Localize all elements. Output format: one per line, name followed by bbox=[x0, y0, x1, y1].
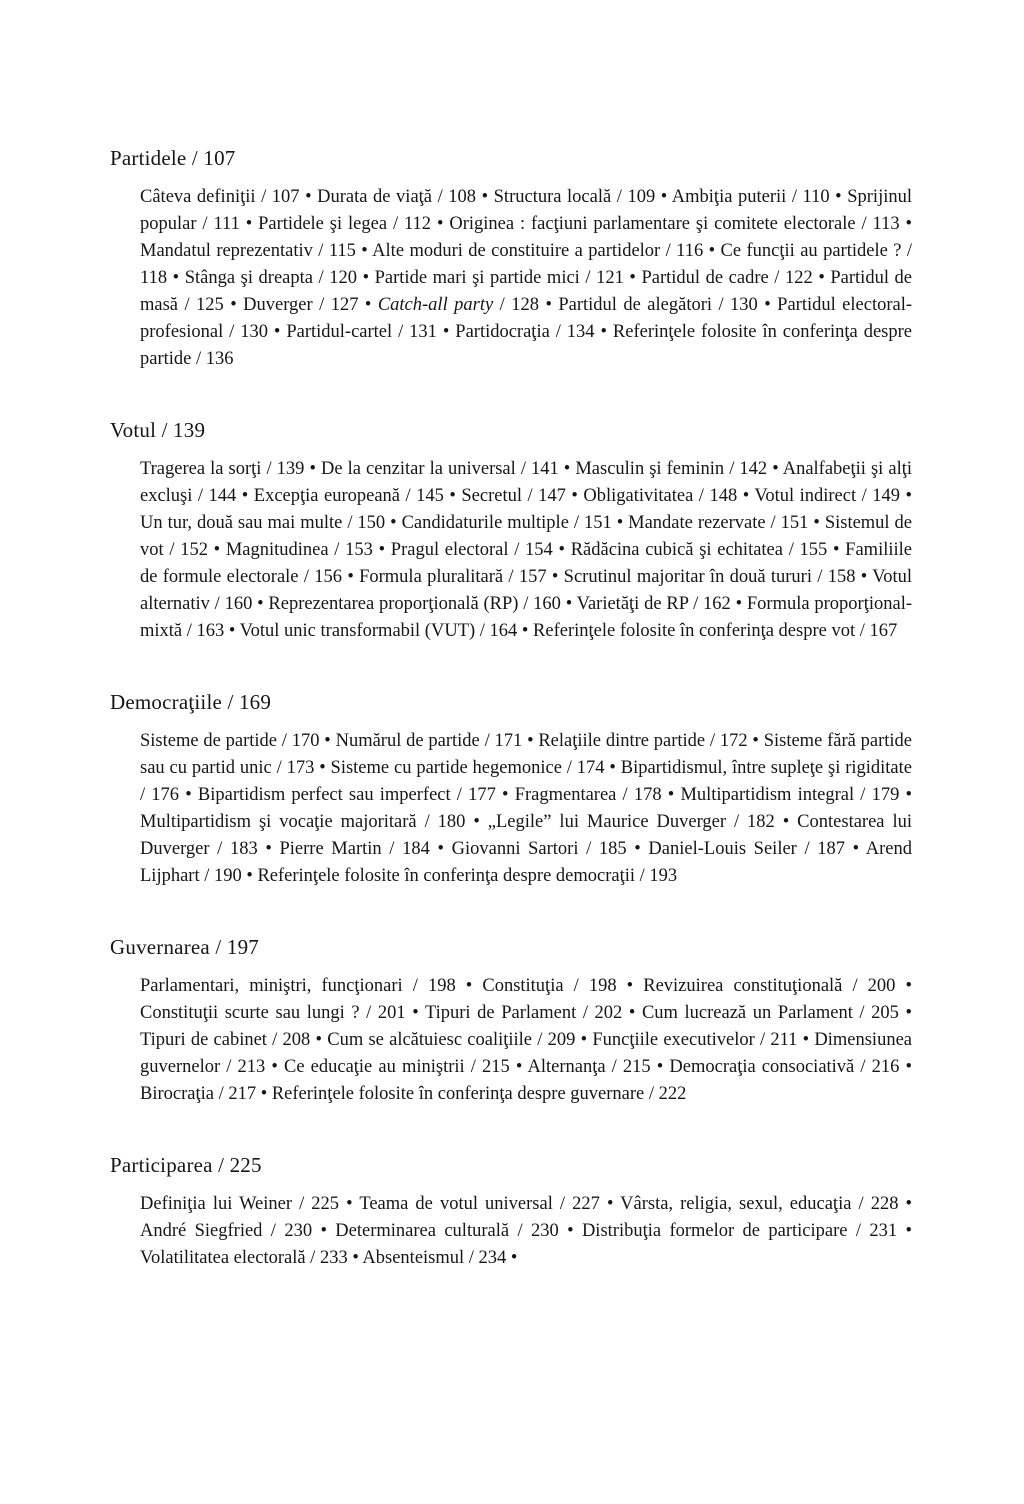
section-heading: Guvernarea / 197 bbox=[110, 935, 259, 959]
section-heading: Votul / 139 bbox=[110, 418, 206, 442]
toc-section-democratiile bbox=[110, 690, 912, 890]
text-run: Definiţia lui Weiner / 225 • Teama de votul universal / 227 • Vârsta, religia, sexul, educaţia / 228 • André Siegfried / 230 • Determinarea culturală / 230 • Distribuţia formelor de participare / 231 • Volatilitatea electorală / 233 • Absenteismul / 234 • bbox=[140, 1194, 912, 1268]
section-entries bbox=[140, 184, 912, 373]
italic-text-run: Catch-all party bbox=[377, 295, 494, 315]
text-run: Tragerea la sorţi / 139 • De la cenzitar la universal / 141 • Masculin şi feminin / 142 • Analfabeţii şi alţi excluşi / 144 • Excepţia europeană / 145 • Secretul / 147 • Obligativitatea / 148 • Votul indirect / 149 • Un tur, două sau mai multe / 150 • Candidaturile multiple / 151 • Mandate rezervate / 151 • Sistemul de vot / 152 • Magnitudinea / 153 • Pragul electoral / 154 • Rădăcina cubică şi echitatea / 155 • Familiile de formule electorale / 156 • Formula pluralitară / 157 • Scrutinul majoritar în două tururi / 158 • Votul alternativ / 160 • Reprezentarea proporţională (RP) / 160 • Varietăţi de RP / 162 • Formula proporţional-mixtă / 163 • Votul unic transformabil (VUT) / 164 • Referinţele folosite în conferinţa despre vot / 167 bbox=[140, 459, 912, 641]
text-run: Parlamentari, miniştri, funcţionari / 198 • Constituţia / 198 • Revizuirea constituţională / 200 • Constituţii scurte sau lungi ? / 201 • Tipuri de Parlament / 202 • Cum lucrează un Parlament / 205 • Tipuri de cabinet / 208 • Cum se alcătuiesc coaliţiile / 209 • Funcţiile executivelor / 211 • Dimensiunea guvernelor / 213 • Ce educaţie au miniştrii / 215 • Alternanţa / 215 • Democraţia consociativă / 216 • Birocraţia / 217 • Referinţele folosite în conferinţa despre guvernare / 222 bbox=[140, 976, 912, 1104]
text-run: Sisteme de partide / 170 • Numărul de partide / 171 • Relaţiile dintre partide / 172 • Sisteme fără partide sau cu partid unic / 173 • Sisteme cu partide hegemonice / 174 • Bipartidismul, între supleţe şi rigiditate / 176 • Bipartidism perfect sau imperfect / 177 • Fragmentarea / 178 • Multipartidism integral / 179 • Multipartidism şi vocaţie majoritară / 180 • „Legile” lui Maurice Duverger / 182 • Contestarea lui Duverger / 183 • Pierre Martin / 184 • Giovanni Sartori / 185 • Daniel-Louis Seiler / 187 • Arend Lijphart / 190 • Referinţele folosite în conferinţa despre democraţii / 193 bbox=[140, 731, 912, 886]
toc-section-guvernarea bbox=[110, 935, 912, 1108]
section-heading: Participarea / 225 bbox=[110, 1153, 262, 1177]
toc-section-votul bbox=[110, 418, 912, 645]
section-entries bbox=[140, 1191, 912, 1272]
section-entries bbox=[140, 728, 912, 890]
section-entries bbox=[140, 456, 912, 645]
toc-section-participarea bbox=[110, 1153, 912, 1272]
section-entries bbox=[140, 973, 912, 1108]
text-run: Câteva definiţii / 107 • Durata de viaţă / 108 • Structura locală / 109 • Ambiţia puterii / 110 • Sprijinul popular / 111 • Partidele şi legea / 112 • Originea : facţiuni parlamentare şi comitete electorale / 113 • Mandatul reprezentativ / 115 • Alte moduri de constituire a partidelor / 116 • Ce funcţii au partidele ? / 118 • Stânga şi dreapta / 120 • Partide mari şi partide mici / 121 • Partidul de cadre / 122 • Partidul de masă / 125 • Duverger / 127 • bbox=[140, 187, 912, 315]
section-heading: Partidele / 107 bbox=[110, 146, 236, 170]
text-run: / 128 • Partidul de alegători / 130 • Partidul electoral-profesional / 130 • Partidul-cartel / 131 • Partidocraţia / 134 • Referinţele folosite în conferinţa despre partide / 136 bbox=[140, 295, 913, 369]
toc-section-partidele bbox=[110, 146, 912, 373]
section-heading: Democraţiile / 169 bbox=[110, 690, 272, 714]
